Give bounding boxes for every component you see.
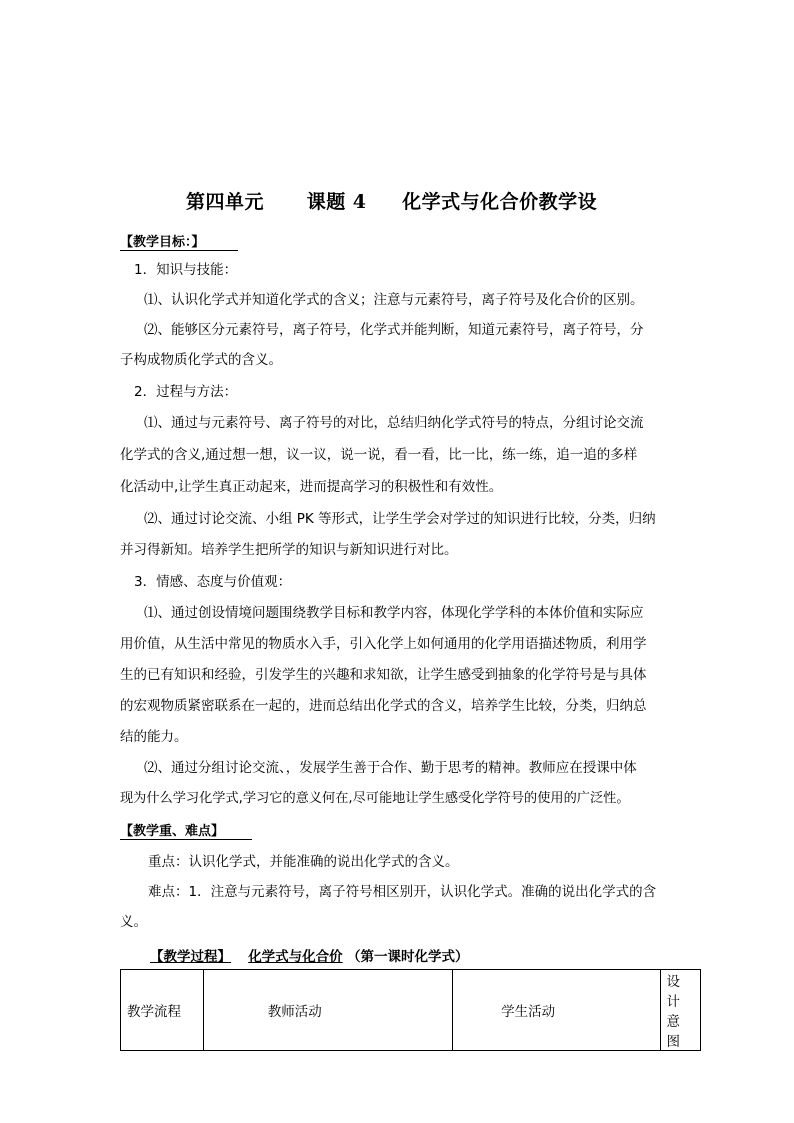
objective-line: 1．知识与技能： — [134, 262, 238, 278]
objective-line: 生的已有知识和经验，引发学生的兴趣和求知欲，让学生感受到抽象的化学符号是与具体 — [120, 667, 647, 683]
page-title: 第四单元 课题 4 化学式与化合价教学设 — [186, 191, 598, 213]
objective-line: 结的能力。 — [120, 729, 188, 745]
objective-line: ⑴、通过创设情境问题围绕教学目标和教学内容，体现化学学科的本体价值和实际应 — [144, 605, 644, 621]
key-point-line: 义。 — [120, 914, 147, 930]
teaching-process-table — [120, 969, 701, 1051]
process-caption — [150, 945, 468, 965]
objective-line: 现为什么学习化学式,学习它的意义何在,尽可能地让学生感受化学符号的使用的广泛性。 — [120, 791, 630, 806]
objective-line: 子构成物质化学式的含义。 — [120, 352, 282, 368]
process-label: 【教学过程】 — [150, 949, 231, 965]
objective-line: 3．情感、态度与价值观： — [134, 574, 292, 590]
table-header-row — [121, 970, 701, 1051]
objective-line: ⑵、通过讨论交流、小组 PK 等形式，让学生学会对学过的知识进行比较，分类，归纳 — [144, 511, 656, 527]
objectives-heading: 【教学目标：】 — [120, 231, 238, 251]
column-header-teacher: 教师活动 — [203, 970, 452, 1051]
objective-line: 2．过程与方法： — [134, 384, 238, 400]
key-point-line: 难点：1．注意与元素符号，离子符号相区别开，认识化学式。准确的说出化学式的含 — [148, 884, 657, 900]
objective-line: ⑴、通过与元素符号、离子符号的对比，总结归纳化学式符号的特点，分组讨论交流 — [144, 415, 644, 431]
key-point-line: 重点：认识化学式，并能准确的说出化学式的含义。 — [148, 854, 459, 870]
column-header-flow: 教学流程 — [121, 970, 204, 1051]
process-subtitle: （第一课时化学式） — [346, 949, 469, 965]
objective-line: 的宏观物质紧密联系在一起的，进而总结出化学式的含义，培养学生比较，分类，归纳总 — [120, 698, 647, 714]
column-header-student: 学生活动 — [453, 970, 660, 1051]
objective-line: 化活动中,让学生真正动起来，进而提高学习的积极性和有效性。 — [120, 479, 503, 495]
objective-line: 并习得新知。培养学生把所学的知识与新知识进行对比。 — [120, 542, 458, 558]
column-header-intent: 设计意图 — [660, 970, 701, 1051]
objective-line: ⑵、能够区分元素符号，离子符号，化学式并能判断，知道元素符号，离子符号，分 — [144, 322, 644, 338]
key-points-heading: 【教学重、难点】 — [120, 820, 252, 840]
objective-line: ⑵、通过分组讨论交流、，发展学生善于合作、勤于思考的精神。教师应在授课中体 — [144, 760, 637, 776]
objective-line: 用价值，从生活中常见的物质水入手，引入化学上如何通用的化学用语描述物质，利用学 — [120, 636, 647, 652]
objective-line: 化学式的含义,通过想一想，议一议，说一说，看一看，比一比，练一练，追一追的多样 — [120, 447, 638, 463]
process-topic: 化学式与化合价 — [248, 949, 343, 965]
objective-line: ⑴、认识化学式并知道化学式的含义；注意与元素符号，离子符号及化合价的区别。 — [144, 292, 644, 308]
